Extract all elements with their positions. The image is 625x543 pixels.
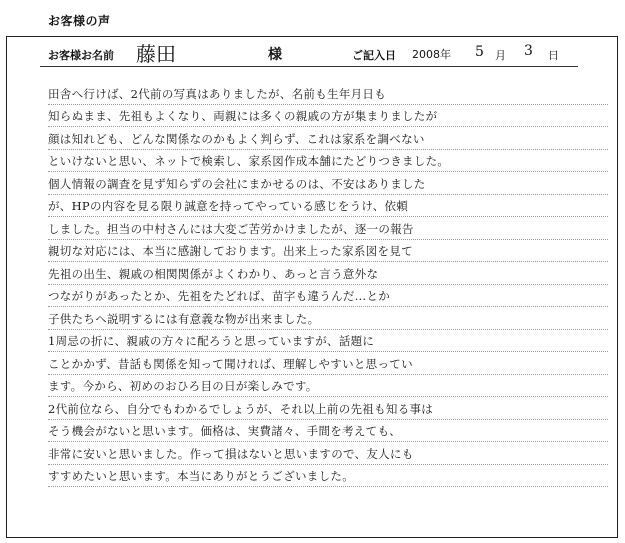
comment-line [48,397,608,420]
date-year [412,46,451,62]
comment-text: しました。担当の中村さんには大変ご苦労かけましたが、逐一の報告 [48,221,414,236]
comment-text: ます。今から、初めのおひろ目の日が楽しみです。 [48,379,318,393]
comment-text: 田舎へ行けば、2代前の写真はありましたが、名前も生年月日も [48,86,387,101]
comment-line [48,195,608,218]
comment-line [48,285,608,308]
comment-text: すすめたいと思います。本当にありがとうございました。 [48,469,354,483]
comment-text: といけないと思い、ネットで検索し、家系図作成本舗にたどりつきました。 [48,154,450,168]
year-value: 2008 [412,48,440,61]
comment-line [48,307,608,330]
date-label: ご記入日 [352,49,396,62]
name-label: お客様お名前 [48,49,114,62]
year-unit: 年 [440,48,451,61]
comment-line [48,375,608,398]
comment-text: 顔は知れども、どんな関係なのかもよく判らず、これは家系を調べない [48,131,425,146]
comment-text: 非常に安いと思いました。作って損はないと思いますので、友人にも [48,446,414,461]
comment-line [48,217,608,240]
comment-line [48,352,608,375]
honorific: 様 [268,47,282,63]
comment-text: そう機会がないと思います。価格は、実費諸々、手間を考えても、 [48,424,402,438]
comment-line [48,105,608,128]
section-title: お客様の声 [48,14,111,28]
comment-line [48,82,608,105]
comment-text: 個人情報の調査を見ず知らずの会社にまかせるのは、不安はありました [48,176,426,191]
comment-line [48,330,608,353]
comment-line [48,420,608,443]
comment-text: 2代前位なら、自分でもわかるでしょうが、それ以上前の先祖も知る事は [48,401,434,416]
comment-text: ことかかず、昔話も関係を知って聞ければ、理解しやすいと思ってい [48,356,413,371]
comment-line [48,127,608,150]
comment-line [48,240,608,263]
handwritten-comment [48,82,608,487]
comment-text: 1周忌の折に、親戚の方々に配ろうと思っていますが、話題に [48,334,375,348]
comment-line [48,172,608,195]
comment-text: が、HPの内容を見る限り誠意を持ってやっている感じをうけ、依頼 [48,199,409,213]
comment-text: 親切な対応には、本当に感謝しております。出来上った家系図を見て [48,244,413,258]
date-month-value: 5 [475,44,484,60]
date-day-value: 3 [524,43,533,59]
header-underline [40,66,578,67]
comment-line [48,262,608,285]
comment-text: 知らぬまま、先祖もよくなり、両親には多くの親戚の方が集まりましたが [48,109,438,123]
comment-line [48,150,608,173]
comment-text: つながりがあったとか、先祖をたどれば、苗字も違うんだ…とか [48,289,391,303]
comment-line [48,465,608,488]
comment-text: 子供たちへ説明するには有意義な物が出来ました。 [48,311,320,326]
comment-text: 先祖の出生、親戚の相関関係がよくわかり、あっと言う意外な [48,266,379,281]
comment-line [48,442,608,465]
date-day-unit: 日 [548,49,559,62]
customer-name: 藤田 [136,42,176,66]
date-month-unit: 月 [495,49,506,62]
